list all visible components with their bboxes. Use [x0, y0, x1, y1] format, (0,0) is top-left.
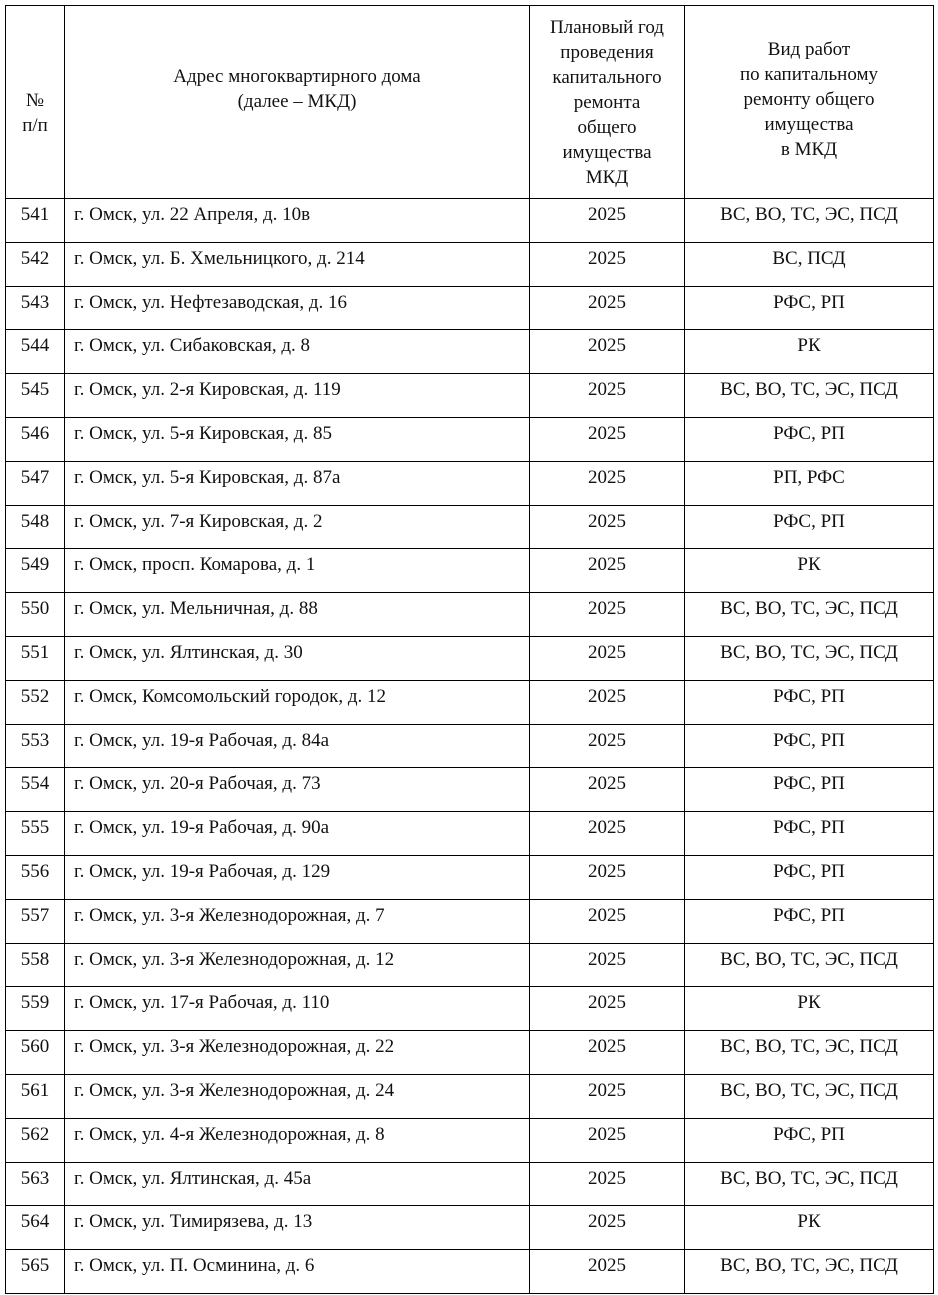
header-row: [6, 6, 934, 199]
row-works-cell: ВС, ВО, ТС, ЭС, ПСД: [685, 1250, 934, 1294]
table-row: [6, 1031, 934, 1075]
row-year-cell: 2025: [530, 1031, 685, 1075]
row-address-cell: г. Омск, ул. 4-я Железнодорожная, д. 8: [65, 1118, 530, 1162]
row-works-cell: РФС, РП: [685, 724, 934, 768]
row-works-cell: РФС, РП: [685, 417, 934, 461]
table-row: [6, 636, 934, 680]
row-number-cell: 561: [6, 1074, 65, 1118]
row-number-cell: 556: [6, 855, 65, 899]
table-row: [6, 1250, 934, 1294]
row-number-cell: 557: [6, 899, 65, 943]
row-works-cell: РФС, РП: [685, 1118, 934, 1162]
table-row: [6, 812, 934, 856]
table-row: [6, 549, 934, 593]
row-year-cell: 2025: [530, 899, 685, 943]
table-row: [6, 1074, 934, 1118]
row-works-cell: ВС, ВО, ТС, ЭС, ПСД: [685, 1074, 934, 1118]
row-number-cell: 546: [6, 417, 65, 461]
table-row: [6, 330, 934, 374]
row-year-cell: 2025: [530, 374, 685, 418]
row-address-cell: г. Омск, ул. Нефтезаводская, д. 16: [65, 286, 530, 330]
table-row: [6, 593, 934, 637]
table-row: [6, 943, 934, 987]
row-address-cell: г. Омск, ул. 3-я Железнодорожная, д. 7: [65, 899, 530, 943]
table-row: [6, 987, 934, 1031]
row-address-cell: г. Омск, ул. Мельничная, д. 88: [65, 593, 530, 637]
table-row: [6, 899, 934, 943]
row-works-cell: РК: [685, 549, 934, 593]
table-row: [6, 505, 934, 549]
table-row: [6, 855, 934, 899]
row-year-cell: 2025: [530, 724, 685, 768]
row-number-cell: 552: [6, 680, 65, 724]
row-year-cell: 2025: [530, 593, 685, 637]
row-works-cell: РК: [685, 1206, 934, 1250]
header-work-types: Вид работ по капитальному ремонту общего имущества в МКД: [685, 6, 934, 199]
row-works-cell: РФС, РП: [685, 680, 934, 724]
row-number-cell: 555: [6, 812, 65, 856]
row-year-cell: 2025: [530, 330, 685, 374]
row-number-cell: 544: [6, 330, 65, 374]
row-number-cell: 550: [6, 593, 65, 637]
row-address-cell: г. Омск, просп. Комарова, д. 1: [65, 549, 530, 593]
row-year-cell: 2025: [530, 199, 685, 243]
row-number-cell: 563: [6, 1162, 65, 1206]
row-number-cell: 559: [6, 987, 65, 1031]
row-number-cell: 554: [6, 768, 65, 812]
row-works-cell: РФС, РП: [685, 286, 934, 330]
row-number-cell: 547: [6, 461, 65, 505]
row-works-cell: ВС, ПСД: [685, 242, 934, 286]
table-row: [6, 417, 934, 461]
header-address: Адрес многоквартирного дома (далее – МКД): [65, 6, 530, 199]
table-row: [6, 461, 934, 505]
row-address-cell: г. Омск, ул. Тимирязева, д. 13: [65, 1206, 530, 1250]
row-number-cell: 541: [6, 199, 65, 243]
row-works-cell: РФС, РП: [685, 505, 934, 549]
row-year-cell: 2025: [530, 505, 685, 549]
row-year-cell: 2025: [530, 855, 685, 899]
row-year-cell: 2025: [530, 461, 685, 505]
row-address-cell: г. Омск, ул. 3-я Железнодорожная, д. 24: [65, 1074, 530, 1118]
header-number: № п/п: [6, 6, 65, 199]
row-works-cell: ВС, ВО, ТС, ЭС, ПСД: [685, 1162, 934, 1206]
table-row: [6, 199, 934, 243]
row-year-cell: 2025: [530, 242, 685, 286]
row-works-cell: ВС, ВО, ТС, ЭС, ПСД: [685, 636, 934, 680]
row-year-cell: 2025: [530, 417, 685, 461]
table-row: [6, 242, 934, 286]
row-works-cell: РФС, РП: [685, 812, 934, 856]
row-works-cell: РК: [685, 987, 934, 1031]
row-year-cell: 2025: [530, 1206, 685, 1250]
row-number-cell: 548: [6, 505, 65, 549]
row-works-cell: РК: [685, 330, 934, 374]
row-address-cell: г. Омск, ул. 3-я Железнодорожная, д. 12: [65, 943, 530, 987]
row-works-cell: РФС, РП: [685, 768, 934, 812]
row-year-cell: 2025: [530, 286, 685, 330]
table-row: [6, 680, 934, 724]
row-address-cell: г. Омск, ул. 2-я Кировская, д. 119: [65, 374, 530, 418]
row-year-cell: 2025: [530, 1074, 685, 1118]
row-address-cell: г. Омск, ул. Ялтинская, д. 30: [65, 636, 530, 680]
row-number-cell: 549: [6, 549, 65, 593]
row-address-cell: г. Омск, ул. 3-я Железнодорожная, д. 22: [65, 1031, 530, 1075]
row-number-cell: 560: [6, 1031, 65, 1075]
table-row: [6, 724, 934, 768]
row-address-cell: г. Омск, ул. П. Осминина, д. 6: [65, 1250, 530, 1294]
row-works-cell: ВС, ВО, ТС, ЭС, ПСД: [685, 374, 934, 418]
row-address-cell: г. Омск, ул. 19-я Рабочая, д. 90а: [65, 812, 530, 856]
table-row: [6, 1206, 934, 1250]
row-number-cell: 551: [6, 636, 65, 680]
row-year-cell: 2025: [530, 812, 685, 856]
row-works-cell: ВС, ВО, ТС, ЭС, ПСД: [685, 943, 934, 987]
row-address-cell: г. Омск, ул. 5-я Кировская, д. 87а: [65, 461, 530, 505]
row-address-cell: г. Омск, ул. 17-я Рабочая, д. 110: [65, 987, 530, 1031]
row-year-cell: 2025: [530, 636, 685, 680]
row-works-cell: ВС, ВО, ТС, ЭС, ПСД: [685, 593, 934, 637]
header-planned-year: Плановый год проведения капитального ремонта общего имущества МКД: [530, 6, 685, 199]
row-year-cell: 2025: [530, 549, 685, 593]
row-address-cell: г. Омск, ул. Сибаковская, д. 8: [65, 330, 530, 374]
row-year-cell: 2025: [530, 987, 685, 1031]
row-address-cell: г. Омск, ул. 19-я Рабочая, д. 84а: [65, 724, 530, 768]
row-number-cell: 542: [6, 242, 65, 286]
row-address-cell: г. Омск, ул. 5-я Кировская, д. 85: [65, 417, 530, 461]
table-row: [6, 1162, 934, 1206]
row-year-cell: 2025: [530, 1250, 685, 1294]
row-works-cell: РФС, РП: [685, 899, 934, 943]
row-year-cell: 2025: [530, 943, 685, 987]
row-number-cell: 543: [6, 286, 65, 330]
row-number-cell: 545: [6, 374, 65, 418]
table-row: [6, 286, 934, 330]
row-works-cell: ВС, ВО, ТС, ЭС, ПСД: [685, 1031, 934, 1075]
row-number-cell: 558: [6, 943, 65, 987]
row-number-cell: 565: [6, 1250, 65, 1294]
row-address-cell: г. Омск, ул. 20-я Рабочая, д. 73: [65, 768, 530, 812]
row-year-cell: 2025: [530, 1118, 685, 1162]
row-works-cell: ВС, ВО, ТС, ЭС, ПСД: [685, 199, 934, 243]
row-address-cell: г. Омск, ул. 19-я Рабочая, д. 129: [65, 855, 530, 899]
table-row: [6, 1118, 934, 1162]
row-number-cell: 564: [6, 1206, 65, 1250]
row-address-cell: г. Омск, ул. 7-я Кировская, д. 2: [65, 505, 530, 549]
row-year-cell: 2025: [530, 680, 685, 724]
row-address-cell: г. Омск, ул. 22 Апреля, д. 10в: [65, 199, 530, 243]
row-address-cell: г. Омск, ул. Ялтинская, д. 45а: [65, 1162, 530, 1206]
row-address-cell: г. Омск, Комсомольский городок, д. 12: [65, 680, 530, 724]
row-works-cell: РП, РФС: [685, 461, 934, 505]
row-number-cell: 562: [6, 1118, 65, 1162]
row-number-cell: 553: [6, 724, 65, 768]
table-row: [6, 768, 934, 812]
row-works-cell: РФС, РП: [685, 855, 934, 899]
row-address-cell: г. Омск, ул. Б. Хмельницкого, д. 214: [65, 242, 530, 286]
mkd-repair-table: [5, 5, 934, 1294]
row-year-cell: 2025: [530, 768, 685, 812]
table-row: [6, 374, 934, 418]
row-year-cell: 2025: [530, 1162, 685, 1206]
table-header: [6, 6, 934, 199]
table-body: [6, 199, 934, 1294]
